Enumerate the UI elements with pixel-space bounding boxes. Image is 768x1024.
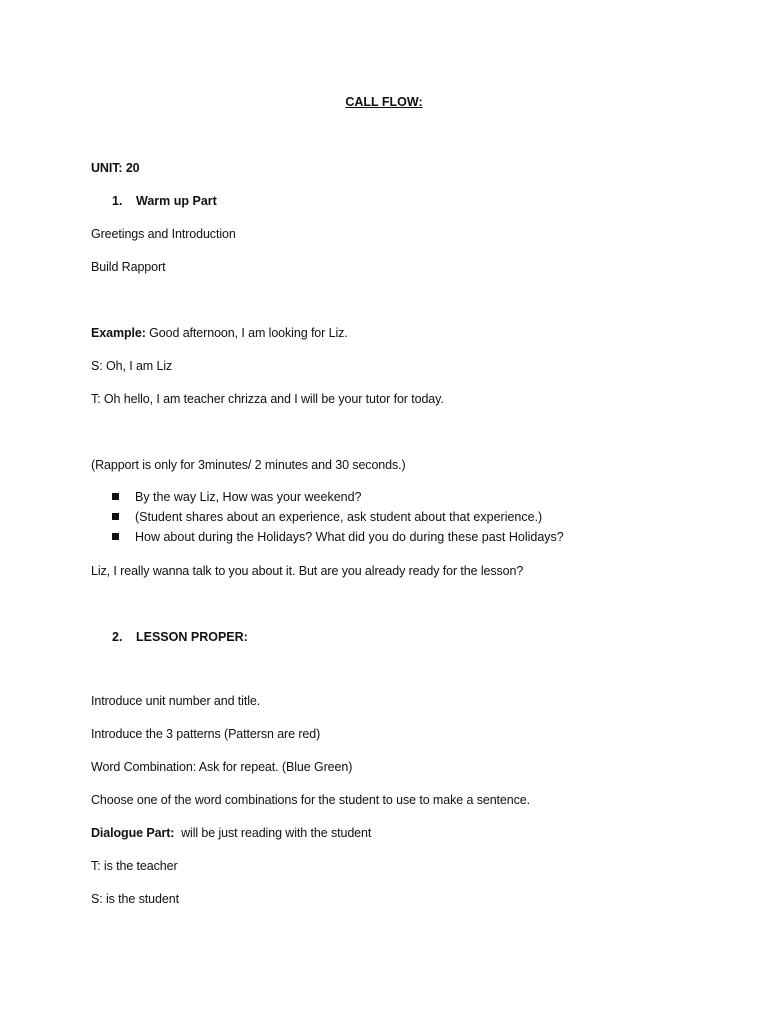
lesson-line: Choose one of the word combinations for the student to use to make a sentence. [91, 793, 531, 807]
bullet-text: How about during the Holidays? What did you do during these past Holidays? [135, 530, 564, 544]
teacher-line: T: Oh hello, I am teacher chrizza and I will be your tutor for today. [91, 392, 444, 406]
bullet-item [112, 489, 362, 505]
rapport-note: (Rapport is only for 3minutes/ 2 minutes and 30 seconds.) [91, 458, 406, 472]
role-student-line: S: is the student [91, 892, 179, 906]
bullet-square-icon [112, 513, 119, 520]
section-label: LESSON PROPER: [136, 630, 248, 644]
dialogue-part-text: will be just reading with the student [174, 826, 372, 840]
lesson-line: Introduce unit number and title. [91, 694, 261, 708]
build-rapport-line: Build Rapport [91, 260, 166, 274]
transition-line: Liz, I really wanna talk to you about it. But are you already ready for the lesson? [91, 564, 524, 578]
role-teacher-line: T: is the teacher [91, 859, 178, 873]
bullet-text: By the way Liz, How was your weekend? [135, 490, 362, 504]
dialogue-part-label: Dialogue Part: [91, 826, 175, 840]
section-lesson-proper [112, 629, 248, 645]
section-number: 2. [112, 630, 123, 644]
example-line [91, 325, 348, 341]
bullet-item [112, 529, 564, 545]
bullet-text: (Student shares about an experience, ask student about that experience.) [135, 510, 543, 524]
student-line: S: Oh, I am Liz [91, 359, 173, 373]
bullet-item [112, 509, 542, 525]
dialogue-part-line [91, 825, 371, 841]
section-number: 1. [112, 194, 123, 208]
greetings-line: Greetings and Introduction [91, 227, 236, 241]
lesson-line: Introduce the 3 patterns (Pattersn are red) [91, 727, 321, 741]
lesson-line: Word Combination: Ask for repeat. (Blue Green) [91, 760, 353, 774]
bullet-square-icon [112, 533, 119, 540]
document-title: CALL FLOW: [345, 95, 423, 109]
example-label: Example: [91, 326, 146, 340]
section-label: Warm up Part [136, 194, 217, 208]
section-warm-up [112, 193, 217, 209]
example-text: Good afternoon, I am looking for Liz. [145, 326, 348, 340]
bullet-square-icon [112, 493, 119, 500]
unit-heading: UNIT: 20 [91, 161, 140, 175]
